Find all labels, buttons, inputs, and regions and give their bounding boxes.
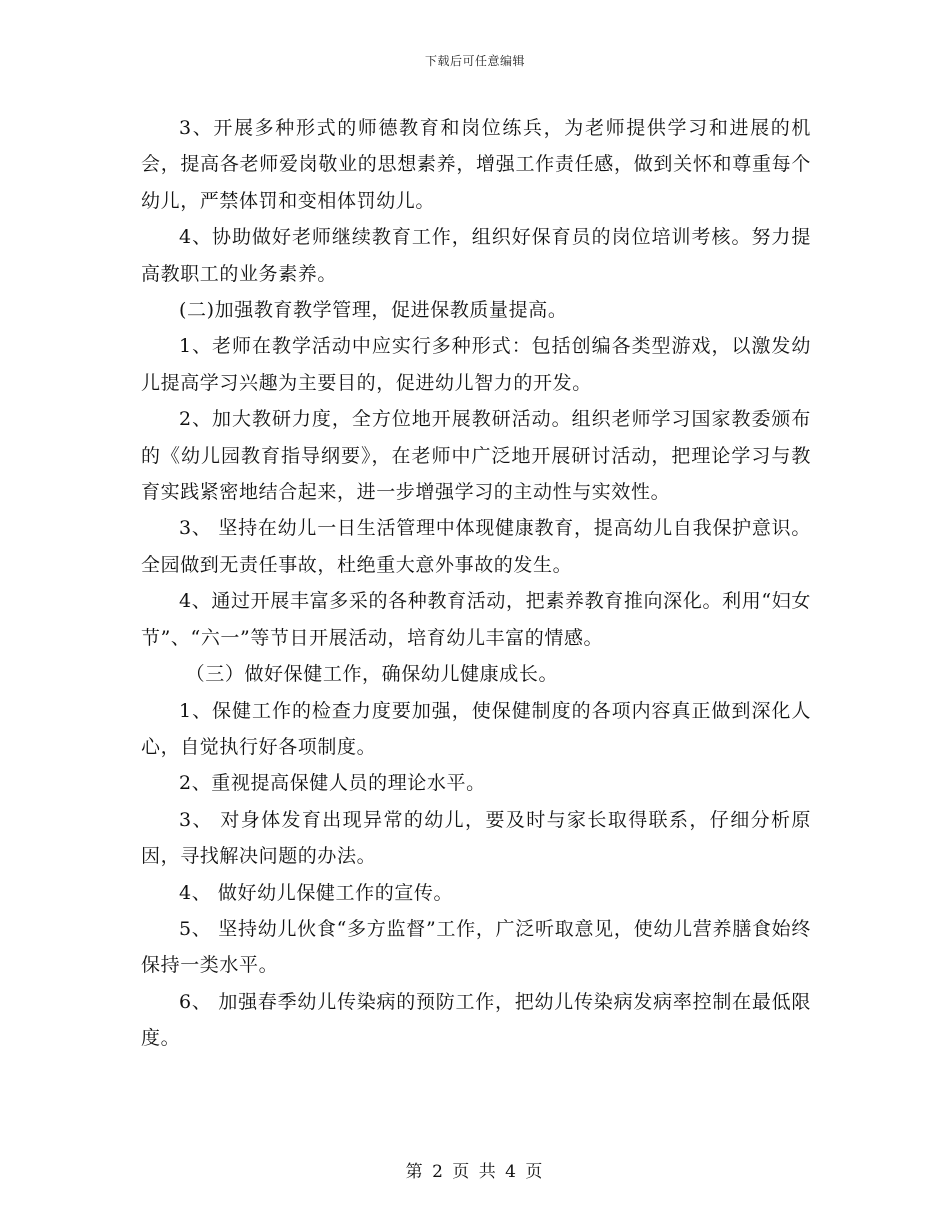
paragraph: 3、 对身体发育出现异常的幼儿，要及时与家长取得联系，仔细分析原因，寻找解决问题的办法。 xyxy=(141,808,811,868)
page-number-footer: 第 2 页 共 4 页 xyxy=(405,1162,545,1182)
paragraph: 1、保健工作的检查力度要加强，使保健制度的各项内容真正做到深化人心，自觉执行好各项制度。 xyxy=(141,699,811,758)
paragraph: 4、通过开展丰富多采的各种教育活动，把素养教育推向深化。利用“妇女节”、“六一”等节日开展活动，培育幼儿丰富的情感。 xyxy=(141,590,811,649)
paragraph: 6、 加强春季幼儿传染病的预防工作，把幼儿传染病发病率控制在最低限度。 xyxy=(141,990,811,1050)
paragraph: 4、 做好幼儿保健工作的宣传。 xyxy=(179,881,454,904)
paragraph: 2、重视提高保健人员的理论水平。 xyxy=(179,772,486,795)
section-heading: (二)加强教育教学管理，促进保教质量提高。 xyxy=(179,299,568,322)
paragraph: 3、 坚持在幼儿一日生活管理中体现健康教育，提高幼儿自我保护意识。全园做到无责任事故，杜绝重大意外事故的发生。 xyxy=(141,517,811,576)
document-body xyxy=(141,110,811,1057)
page-header: 下载后可任意编辑 xyxy=(424,54,525,68)
paragraph: 4、协助做好老师继续教育工作，组织好保育员的岗位培训考核。努力提高教职工的业务素养。 xyxy=(141,226,811,285)
paragraph: 2、加大教研力度，全方位地开展教研活动。组织老师学习国家教委颁布的《幼儿园教育指导纲要》，在老师中广泛地开展研讨活动，把理论学习与教育实践紧密地结合起来，进一步增强学习的主动性与实效性。 xyxy=(141,408,811,504)
paragraph: 3、开展多种形式的师德教育和岗位练兵，为老师提供学习和进展的机会，提高各老师爱岗敬业的思想素养，增强工作责任感，做到关怀和尊重每个幼儿，严禁体罚和变相体罚幼儿。 xyxy=(141,117,811,212)
paragraph: 1、老师在教学活动中应实行多种形式：包括创编各类型游戏，以激发幼儿提高学习兴趣为主要目的，促进幼儿智力的开发。 xyxy=(141,335,811,394)
paragraph: 5、 坚持幼儿伙食“多方监督”工作，广泛听取意见，使幼儿营养膳食始终保持一类水平。 xyxy=(141,917,811,977)
section-heading: （三）做好保健工作，确保幼儿健康成长。 xyxy=(179,663,559,686)
